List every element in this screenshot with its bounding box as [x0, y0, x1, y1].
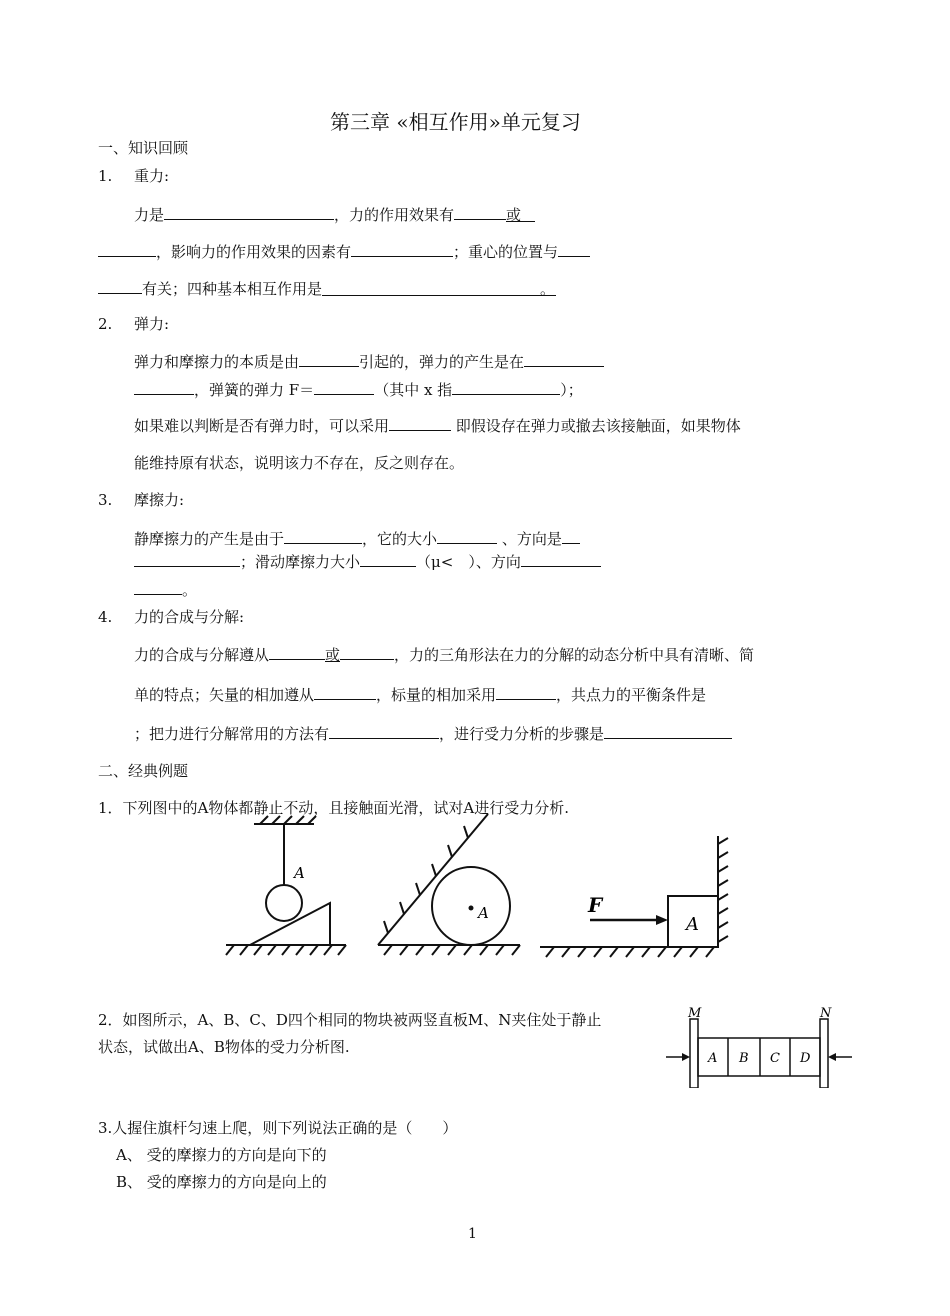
question-3-option-a: A、 受的摩擦力的方向是向下的 [116, 1146, 327, 1164]
text: 即假设存在弹力或撤去该接触面，如果物体 [455, 417, 741, 435]
text: ）、方向 [468, 553, 521, 571]
item-1-number: 1. [98, 167, 113, 185]
right-arrowhead [828, 1053, 836, 1061]
answer-blank [134, 378, 194, 395]
label-a-1: A [294, 864, 305, 882]
text: 静摩擦力的产生是由于 [134, 530, 285, 548]
item-2-number: 2. [98, 315, 113, 333]
answer-blank [558, 240, 590, 257]
item-2-line-4: 能维持原有状态，说明该力不存在，反之则存在。 [134, 454, 465, 472]
answer-blank [340, 643, 394, 660]
label-n: N [820, 1006, 832, 1021]
answer-blank [134, 578, 182, 595]
block-b-label: B [739, 1051, 749, 1066]
text: 力是 [134, 206, 165, 224]
answer-blank [351, 240, 453, 257]
text: ；滑动摩擦力大小 [240, 553, 361, 571]
answer-blank [389, 414, 451, 431]
text: ，弹簧的弹力 F＝ [194, 381, 315, 399]
item-3-number: 3. [98, 491, 113, 509]
answer-blank [299, 350, 359, 367]
answer-blank [164, 203, 334, 220]
answer-blank [521, 550, 601, 567]
answer-blank [604, 722, 732, 739]
answer-blank [284, 527, 362, 544]
answer-blank [496, 683, 556, 700]
text: 。 [182, 581, 198, 599]
answer-blank [454, 203, 506, 220]
answer-blank [452, 378, 560, 395]
text: 引起的，弹力的产生是在 [359, 353, 525, 371]
answer-blank [314, 683, 376, 700]
text: ，共点力的平衡条件是 [556, 686, 707, 704]
answer-blank [329, 722, 439, 739]
question-3: 3.人握住旗杆匀速上爬，则下列说法正确的是（ ） [98, 1119, 458, 1137]
item-3-line-3 [134, 578, 197, 600]
text: ，力的三角形法在力的分解的动态分析中具有清晰、简 [394, 646, 755, 664]
text: ；重心的位置与 [453, 243, 559, 261]
diagram-block-against-wall [540, 836, 728, 957]
force-arrowhead [656, 915, 668, 925]
question-2-figure [662, 1006, 854, 1088]
section-1-header: 一、知识回顾 [98, 139, 189, 157]
text: 、方向是 [501, 530, 562, 548]
block-a-label: A [708, 1051, 718, 1066]
center-dot [469, 906, 474, 911]
item-3-label: 摩擦力: [134, 491, 185, 509]
answer-blank-or: 或 [325, 646, 341, 664]
item-4-number: 4. [98, 608, 113, 626]
diagram-ball-on-incline [378, 814, 520, 955]
question-3-option-b: B、 受的摩擦力的方向是向上的 [116, 1173, 327, 1191]
item-4-line-1 [134, 643, 754, 665]
text: 单的特点；矢量的相加遵从 [134, 686, 315, 704]
question-2-line-2: 状态，试做出A、B物体的受力分析图. [98, 1038, 350, 1056]
text: 如果难以判断是否有弹力时，可以采用 [134, 417, 390, 435]
answer-blank [98, 277, 142, 294]
item-1-line-2 [98, 240, 590, 262]
item-4-line-2 [134, 683, 706, 705]
left-arrowhead [682, 1053, 690, 1061]
text: ，影响力的作用效果的因素有 [156, 243, 352, 261]
block-d-label: D [800, 1051, 811, 1066]
item-1-label: 重力: [134, 167, 170, 185]
item-3-line-1 [134, 527, 580, 549]
text: ，标量的相加采用 [376, 686, 497, 704]
text: ，进行受力分析的步骤是 [439, 725, 605, 743]
label-a-2: A [478, 904, 489, 922]
text: ）； [560, 381, 583, 399]
answer-blank-or: 或 [506, 205, 535, 222]
text: ，力的作用效果有 [334, 206, 455, 224]
text: （μ< [416, 553, 454, 571]
diagram-hanging-ball [226, 816, 346, 955]
answer-blank [314, 378, 374, 395]
item-2-label: 弹力: [134, 315, 170, 333]
item-3-line-2 [134, 550, 601, 572]
text: （其中 x 指 [374, 381, 453, 399]
block-c-label: C [770, 1051, 780, 1066]
text: ，它的大小 [362, 530, 438, 548]
question-1: 1．下列图中的A物体都静止不动，且接触面光滑，试对A进行受力分析. [98, 799, 569, 817]
item-2-line-1 [134, 350, 604, 372]
item-4-label: 力的合成与分解: [134, 608, 245, 626]
answer-blank [134, 550, 240, 567]
item-1-line-1 [134, 203, 535, 225]
question-2-line-1: 2．如图所示，A、B、C、D四个相同的物块被两竖直板M、N夹住处于静止 [98, 1011, 602, 1029]
answer-blank [98, 240, 156, 257]
answer-blank-end: 。 [322, 279, 556, 296]
label-a-3: A [686, 914, 699, 935]
item-2-line-3 [134, 414, 741, 436]
text: 弹力和摩擦力的本质是由 [134, 353, 300, 371]
section-2-header: 二、经典例题 [98, 762, 189, 780]
label-m: M [688, 1006, 702, 1021]
question-1-figures [222, 814, 738, 962]
text: ；把力进行分解常用的方法有 [134, 725, 330, 743]
page-title: 第三章 «相互作用»单元复习 [330, 110, 581, 134]
page-number: 1 [468, 1226, 477, 1242]
answer-blank [269, 643, 325, 660]
text: 有关；四种基本相互作用是 [142, 280, 323, 298]
text: 力的合成与分解遵从 [134, 646, 270, 664]
answer-blank [437, 527, 497, 544]
answer-blank [524, 350, 604, 367]
answer-blank [562, 527, 580, 544]
answer-blank [360, 550, 416, 567]
item-1-line-3 [98, 277, 556, 299]
item-4-line-3 [134, 722, 732, 744]
label-f: F [588, 893, 603, 917]
item-2-line-2 [134, 378, 583, 400]
